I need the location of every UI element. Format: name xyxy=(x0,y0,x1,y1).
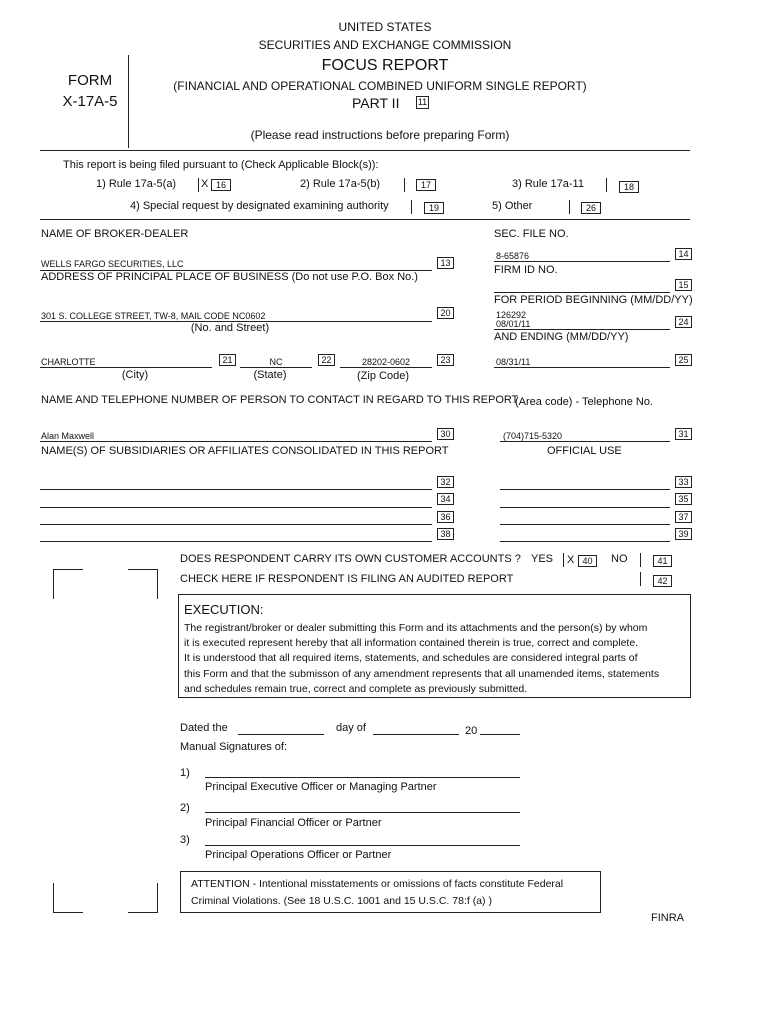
official-line-2 xyxy=(500,507,670,508)
subsidiary-line-4 xyxy=(40,541,432,542)
contact-phone-value[interactable]: (704)715-5320 xyxy=(503,431,563,441)
customer-accounts-question: DOES RESPONDENT CARRY ITS OWN CUSTOMER ACCOUNTS ? xyxy=(180,553,521,565)
signature-role-1: Principal Executive Officer or Managing Partner xyxy=(205,781,437,793)
other-box[interactable]: 26 xyxy=(581,202,601,214)
contact-name-box: 30 xyxy=(437,428,454,440)
no-box[interactable]: 41 xyxy=(653,555,672,567)
rule3-box[interactable]: 18 xyxy=(619,181,639,193)
report-title: FOCUS REPORT xyxy=(321,57,449,74)
subsidiaries-label: NAME(S) OF SUBSIDIARIES OR AFFILIATES CONSOLIDATED IN THIS REPORT xyxy=(41,445,449,457)
official-line-4 xyxy=(500,541,670,542)
yes-box: 40 xyxy=(578,555,597,567)
signature-role-3: Principal Operations Officer or Partner xyxy=(205,849,392,861)
rule3-label: 3) Rule 17a-11 xyxy=(512,178,584,190)
state-caption: (State) xyxy=(253,369,287,381)
dated-field[interactable] xyxy=(238,734,324,735)
yes-mark[interactable]: X xyxy=(567,554,575,566)
rule2-label: 2) Rule 17a-5(b) xyxy=(300,178,381,190)
subsidiary-line-3 xyxy=(40,524,432,525)
signature-line-1[interactable] xyxy=(205,777,520,778)
rule3-tick xyxy=(606,178,607,192)
no-label: NO xyxy=(611,553,628,565)
sec-file-box: 14 xyxy=(675,248,692,260)
audited-tick xyxy=(640,572,641,586)
period-end-line xyxy=(494,367,670,368)
official-box-2: 35 xyxy=(675,493,692,505)
special-label: 4) Special request by designated examining authority xyxy=(130,200,389,212)
rule1-mark[interactable]: X xyxy=(201,178,209,190)
contact-name-value[interactable]: Alan Maxwell xyxy=(41,431,95,441)
attention-line-1: ATTENTION - Intentional misstatements or omissions of facts constitute Federal xyxy=(191,878,564,890)
subsidiary-line-2 xyxy=(40,507,432,508)
corner-mark-top-right xyxy=(128,569,158,599)
form-divider xyxy=(128,55,129,148)
city-caption: (City) xyxy=(121,369,149,381)
city-box: 21 xyxy=(219,354,236,366)
broker-name-value[interactable]: WELLS FARGO SECURITIES, LLC xyxy=(41,259,184,269)
footer-agency: FINRA xyxy=(651,912,684,924)
city-line xyxy=(40,367,212,368)
header-country: UNITED STATES xyxy=(338,20,432,34)
execution-line-1: The registrant/broker or dealer submitting this Form and its attachments and the person(s) by whom xyxy=(184,622,648,634)
subsidiary-box-3: 36 xyxy=(437,511,454,523)
filing-intro: This report is being filed pursuant to (Check Applicable Block(s)): xyxy=(63,159,379,171)
other-label: 5) Other xyxy=(492,200,533,212)
state-value[interactable]: NC xyxy=(269,357,283,367)
execution-box xyxy=(178,594,691,698)
execution-line-4: this Form and that the submisson of any amendment represents that all unamended items, statements xyxy=(184,668,660,680)
signature-role-2: Principal Financial Officer or Partner xyxy=(205,817,382,829)
corner-mark-bottom-left xyxy=(53,883,83,913)
report-subtitle: (FINANCIAL AND OPERATIONAL COMBINED UNIFORM SINGLE REPORT) xyxy=(173,79,587,93)
official-box-4: 39 xyxy=(675,528,692,540)
subsidiary-line-1 xyxy=(40,489,432,490)
subsidiary-box-1: 32 xyxy=(437,476,454,488)
firm-id-value[interactable]: 126292 xyxy=(496,310,527,320)
execution-line-2: it is executed represent hereby that all information contained therein is true, correct and complete. xyxy=(184,637,639,649)
part-box: 11 xyxy=(417,97,428,107)
sec-file-label: SEC. FILE NO. xyxy=(494,228,569,240)
header-rule xyxy=(40,150,690,151)
contact-phone-line xyxy=(500,441,670,442)
signature-number-2: 2) xyxy=(180,802,190,814)
special-tick xyxy=(411,200,412,214)
execution-line-5: and schedules remain true, correct and complete as previously submitted. xyxy=(184,683,528,695)
corner-mark-top-left xyxy=(53,569,83,599)
broker-name-label: NAME OF BROKER-DEALER xyxy=(41,228,189,240)
period-begin-box: 24 xyxy=(675,316,692,328)
period-begin-value[interactable]: 08/01/11 xyxy=(496,319,531,329)
official-box-1: 33 xyxy=(675,476,692,488)
signature-line-2[interactable] xyxy=(205,812,520,813)
dated-label: Dated the xyxy=(180,722,228,734)
sec-file-value[interactable]: 8-65876 xyxy=(496,251,530,261)
period-begin-line xyxy=(494,329,670,330)
zip-value[interactable]: 28202-0602 xyxy=(361,357,411,367)
phone-label: (Area code) - Telephone No. xyxy=(515,396,653,408)
day-of-field[interactable] xyxy=(373,734,459,735)
form-label: FORM xyxy=(67,72,113,89)
period-end-box: 25 xyxy=(675,354,692,366)
official-box-3: 37 xyxy=(675,511,692,523)
address-label: ADDRESS OF PRINCIPAL PLACE OF BUSINESS (Do not use P.O. Box No.) xyxy=(41,271,418,283)
broker-name-box: 13 xyxy=(437,257,454,269)
official-use-label: OFFICIAL USE xyxy=(547,445,622,457)
signature-number-3: 3) xyxy=(180,834,190,846)
rule1-label: 1) Rule 17a-5(a) xyxy=(96,178,177,190)
other-tick xyxy=(569,200,570,214)
period-end-label: AND ENDING (MM/DD/YY) xyxy=(494,331,629,343)
signature-number-1: 1) xyxy=(180,767,190,779)
instructions-text: (Please read instructions before preparing Form) xyxy=(250,128,510,142)
signature-line-3[interactable] xyxy=(205,845,520,846)
contact-name-line xyxy=(40,441,432,442)
attention-box xyxy=(180,871,601,913)
firm-id-label: FIRM ID NO. xyxy=(494,264,558,276)
contact-phone-box: 31 xyxy=(675,428,692,440)
state-line xyxy=(240,367,312,368)
zip-caption: (Zip Code) xyxy=(357,370,409,382)
state-box: 22 xyxy=(318,354,335,366)
sec-file-line xyxy=(494,261,670,262)
yes-tick xyxy=(563,553,564,567)
street-caption: (No. and Street) xyxy=(190,322,270,334)
execution-line-3: It is understood that all required items, statements, and schedules are considered integral parts of xyxy=(184,652,638,664)
attention-line-2: Criminal Violations. (See 18 U.S.C. 1001 and 15 U.S.C. 78:f (a) ) xyxy=(191,895,492,907)
rule2-box[interactable]: 17 xyxy=(416,179,436,191)
execution-title: EXECUTION: xyxy=(184,602,264,617)
rule1-tick xyxy=(198,178,199,192)
subsidiary-box-2: 34 xyxy=(437,493,454,505)
form-number: X-17A-5 xyxy=(62,93,118,110)
year-field[interactable] xyxy=(480,734,520,735)
rule1-box: 16 xyxy=(211,179,231,191)
official-line-1 xyxy=(500,489,670,490)
street-box: 20 xyxy=(437,307,454,319)
corner-mark-bottom-right xyxy=(128,883,158,913)
zip-line xyxy=(340,367,432,368)
audited-question: CHECK HERE IF RESPONDENT IS FILING AN AUDITED REPORT xyxy=(180,573,514,585)
report-part: PART II xyxy=(352,95,400,111)
no-tick xyxy=(640,553,641,567)
rule2-tick xyxy=(404,178,405,192)
firm-id-line xyxy=(494,292,670,293)
filing-rule xyxy=(40,219,690,220)
official-line-3 xyxy=(500,524,670,525)
period-end-value[interactable]: 08/31/11 xyxy=(496,357,531,367)
contact-label: NAME AND TELEPHONE NUMBER OF PERSON TO CONTACT IN REGARD TO THIS REPORT xyxy=(41,394,519,406)
city-value[interactable]: CHARLOTTE xyxy=(41,357,96,367)
street-value[interactable]: 301 S. COLLEGE STREET, TW-8, MAIL CODE NC0602 xyxy=(41,311,266,321)
period-begin-label: FOR PERIOD BEGINNING (MM/DD/YY) xyxy=(494,294,693,306)
yes-label: YES xyxy=(531,553,554,565)
zip-box: 23 xyxy=(437,354,454,366)
day-of-label: day of xyxy=(336,722,366,734)
manual-signatures-label: Manual Signatures of: xyxy=(180,741,288,753)
firm-id-box: 15 xyxy=(675,279,692,291)
audited-box[interactable]: 42 xyxy=(653,575,672,587)
special-box[interactable]: 19 xyxy=(424,202,444,214)
year-prefix: 20 xyxy=(465,725,478,737)
header-agency: SECURITIES AND EXCHANGE COMMISSION xyxy=(258,38,512,52)
subsidiary-box-4: 38 xyxy=(437,528,454,540)
